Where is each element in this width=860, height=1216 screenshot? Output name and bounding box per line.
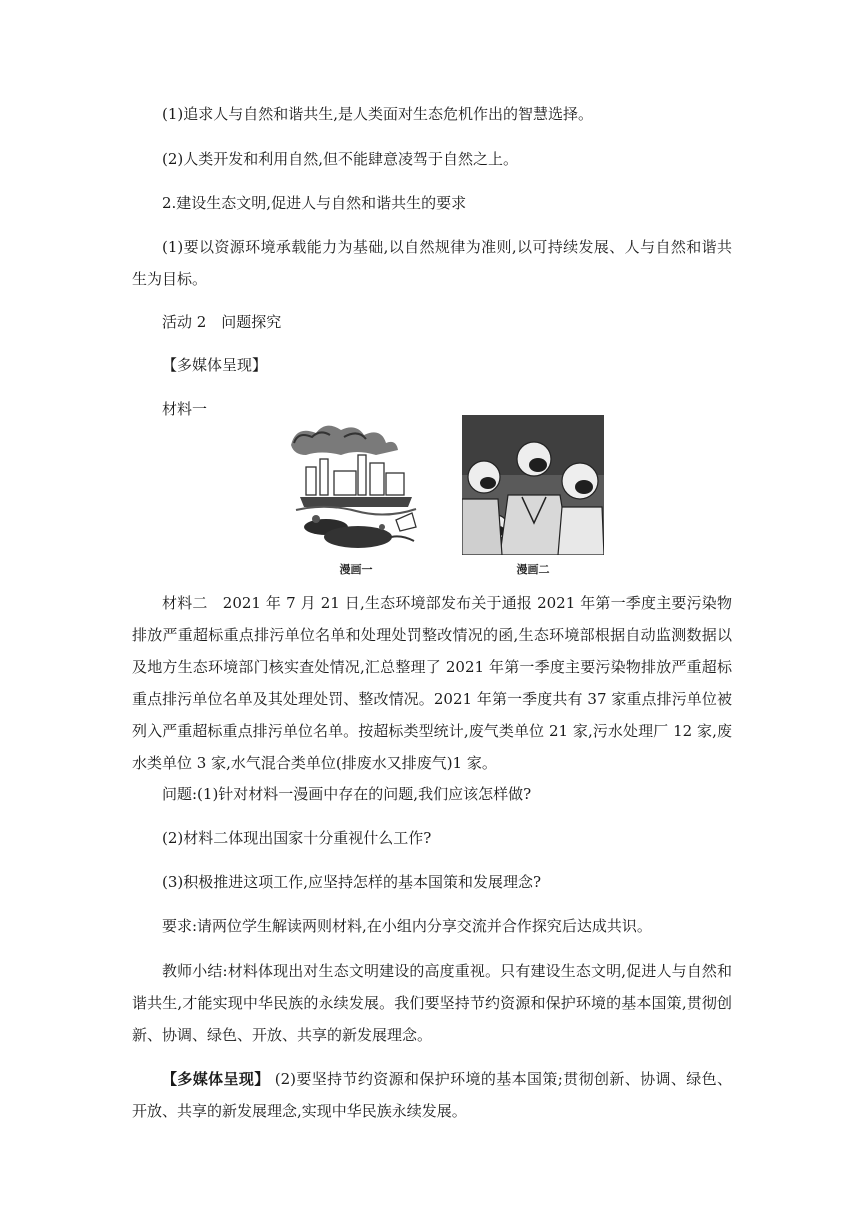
multimedia-point-2 bbox=[132, 1063, 732, 1127]
cartoon-two-caption: 漫画二 bbox=[516, 563, 550, 576]
requirement-paragraph: (1)要以资源环境承载能力为基础,以自然规律为准则,以可持续发展、人与自然和谐共生为目标。 bbox=[132, 238, 732, 288]
question-1: 问题:(1)针对材料一漫画中存在的问题,我们应该怎样做? bbox=[162, 785, 532, 803]
teacher-summary: 教师小结:材料体现出对生态文明建设的高度重视。只有建设生态文明,促进人与自然和谐共生,才能实现中华民族的永续发展。我们要坚持节约资源和保护环境的基本国策,贯彻创新、协调、绿色、开放、共享的新发展理念。 bbox=[132, 962, 732, 1044]
multimedia-label: 【多媒体呈现】 bbox=[162, 356, 268, 374]
point-2-paragraph: (2)人类开发和利用自然,但不能肆意凌驾于自然之上。 bbox=[162, 150, 519, 168]
cartoon-figure bbox=[286, 415, 608, 580]
requirement-note: 要求:请两位学生解读两则材料,在小组内分享交流并合作探究后达成共识。 bbox=[162, 917, 652, 935]
activity-heading: 活动 2 问题探究 bbox=[162, 313, 282, 331]
cartoon-two-image bbox=[462, 415, 604, 555]
material-1-label: 材料一 bbox=[162, 400, 208, 418]
question-2: (2)材料二体现出国家十分重视什么工作? bbox=[162, 829, 432, 847]
section-heading: 2.建设生态文明,促进人与自然和谐共生的要求 bbox=[162, 194, 467, 212]
material-2-paragraph: 材料二 2021 年 7 月 21 日,生态环境部发布关于通报 2021 年第一季度主要污染物排放严重超标重点排污单位名单和处理处罚整改情况的函,生态环境部根据自动监测数据以及地方生态环境部门核实查处情况,汇总整理了 2021 年第一季度主要污染物排放严重超标重点排污单位名单及其处理处罚、整改情况。2021 年第一季度共有 37 家重点排污单位被列入严重超标重点排污单位名单。按超标类型统计,废气类单位 21 家,污水处理厂 12 家,废水类单位 3 家,水气混合类单位(排废水又排废气)1 家。 bbox=[132, 594, 732, 772]
question-3: (3)积极推进这项工作,应坚持怎样的基本国策和发展理念? bbox=[162, 873, 542, 891]
cartoon-one-caption: 漫画一 bbox=[339, 563, 373, 576]
multimedia-point-2-text: (2)要坚持节约资源和保护环境的基本国策;贯彻创新、协调、绿色、开放、共享的新发展理念,实现中华民族永续发展。 bbox=[132, 1070, 732, 1120]
cartoon-one-image bbox=[286, 415, 426, 555]
multimedia-label-2: 【多媒体呈现】 bbox=[162, 1070, 270, 1088]
point-1-paragraph: (1)追求人与自然和谐共生,是人类面对生态危机作出的智慧选择。 bbox=[162, 105, 594, 123]
